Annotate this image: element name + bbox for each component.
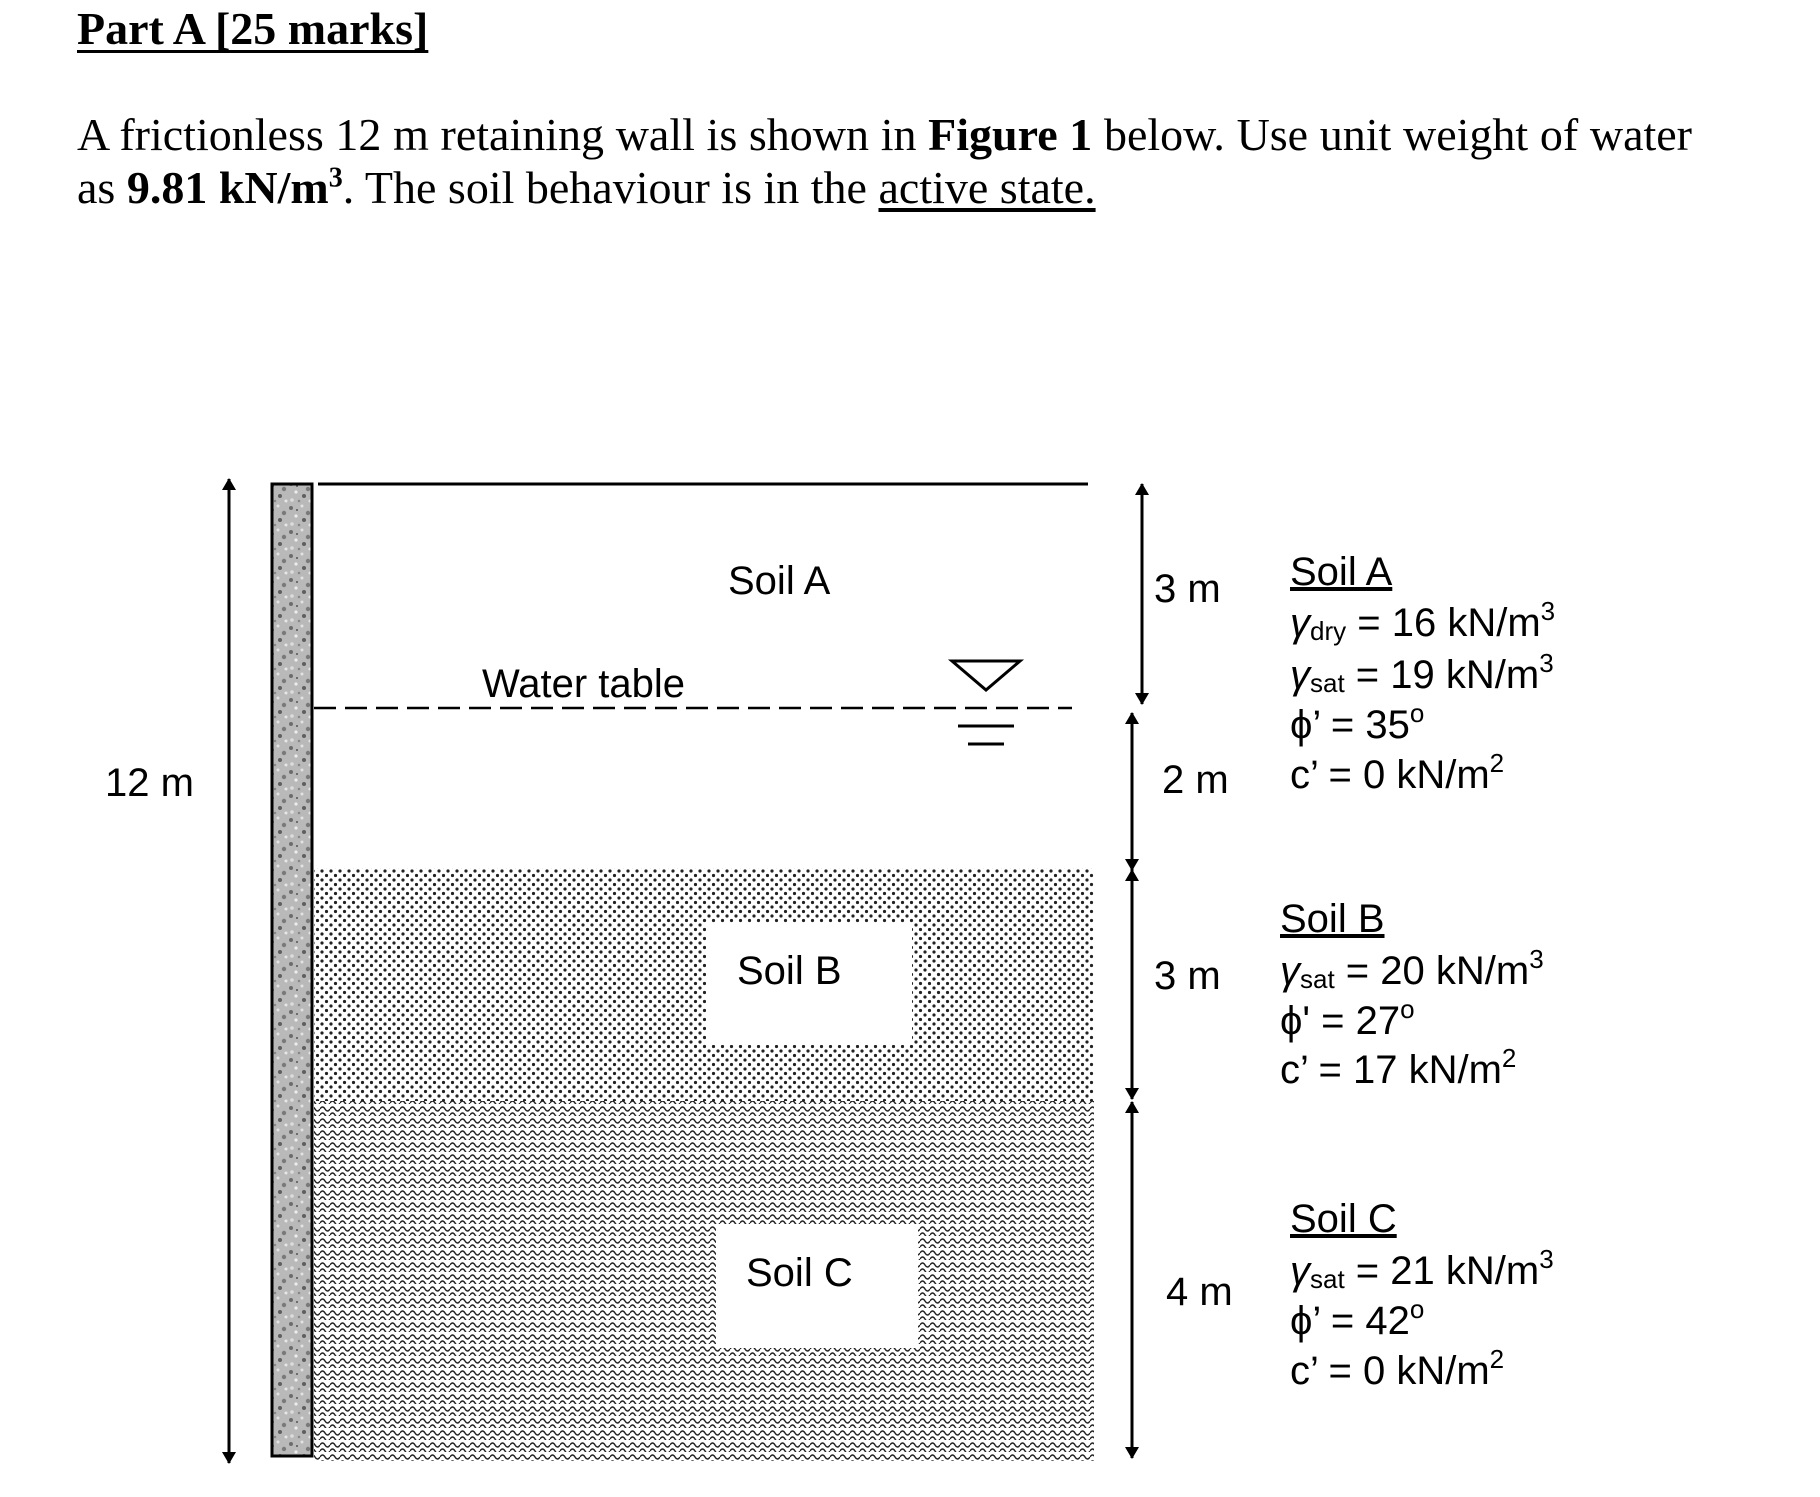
intro-text-3: . The soil behaviour is in the: [342, 162, 879, 213]
total-height-label: 12 m: [105, 761, 194, 805]
soil-c-layer-label: Soil C: [746, 1251, 853, 1295]
soil-c-layer: [314, 1101, 1094, 1461]
soil-a-phi: ϕ’ = $35^o$: [1290, 698, 1425, 747]
intro-text-1: A frictionless 12 m retaining wall is shown in: [77, 109, 929, 160]
soil-a-cohesion: c’ = 0 $kN/m^2$: [1290, 748, 1505, 797]
soil-a-properties: [1290, 550, 1555, 797]
soil-b-cohesion: c’ = 17 $kN/m^2$: [1280, 1043, 1517, 1092]
figure-reference: Figure 1: [928, 109, 1093, 160]
soil-b-gamma-sat: γsat = 20 $kN/m^3$: [1280, 944, 1544, 994]
soil-a-gamma-sat: γsat = 19 $kN/m^3$: [1290, 648, 1554, 698]
water-unit-weight: 9.81 $kN/m^3$: [126, 162, 343, 213]
soil-b-properties: [1280, 897, 1544, 1092]
intro-text-2: below. Use unit weight of water as: [77, 109, 1693, 213]
dim-label-2m: 2 m: [1162, 758, 1229, 802]
soil-c-phi: ϕ’ = $42^o$: [1290, 1294, 1425, 1343]
soil-c-cohesion: c’ = 0 $kN/m^2$: [1290, 1344, 1505, 1393]
section-heading: Part A [25 marks]: [77, 3, 429, 54]
soil-a-title: Soil A: [1290, 550, 1393, 594]
dim-label-4m: 4 m: [1166, 1270, 1233, 1314]
soil-a-layer-label: Soil A: [728, 559, 831, 603]
soil-a-gamma-dry: γdry = 16 $kN/m^3$: [1290, 596, 1556, 646]
soil-b-layer: [314, 868, 1094, 1101]
water-table-symbol-icon: [952, 661, 1020, 744]
soil-c-gamma-sat: γsat = 21 $kN/m^3$: [1290, 1244, 1554, 1294]
dim-label-3m-b: 3 m: [1154, 954, 1221, 998]
soil-b-phi: $\phi' = 27^o$: [1280, 994, 1415, 1043]
retaining-wall: [272, 484, 312, 1456]
soil-b-layer-label: Soil B: [737, 949, 842, 993]
water-table-label: Water table: [482, 662, 686, 706]
dim-label-3m-a: 3 m: [1154, 567, 1221, 611]
soil-b-title: Soil B: [1280, 897, 1385, 941]
soil-c-title: Soil C: [1290, 1197, 1397, 1241]
soil-c-properties: [1290, 1197, 1554, 1393]
active-state: active state.: [878, 162, 1096, 213]
